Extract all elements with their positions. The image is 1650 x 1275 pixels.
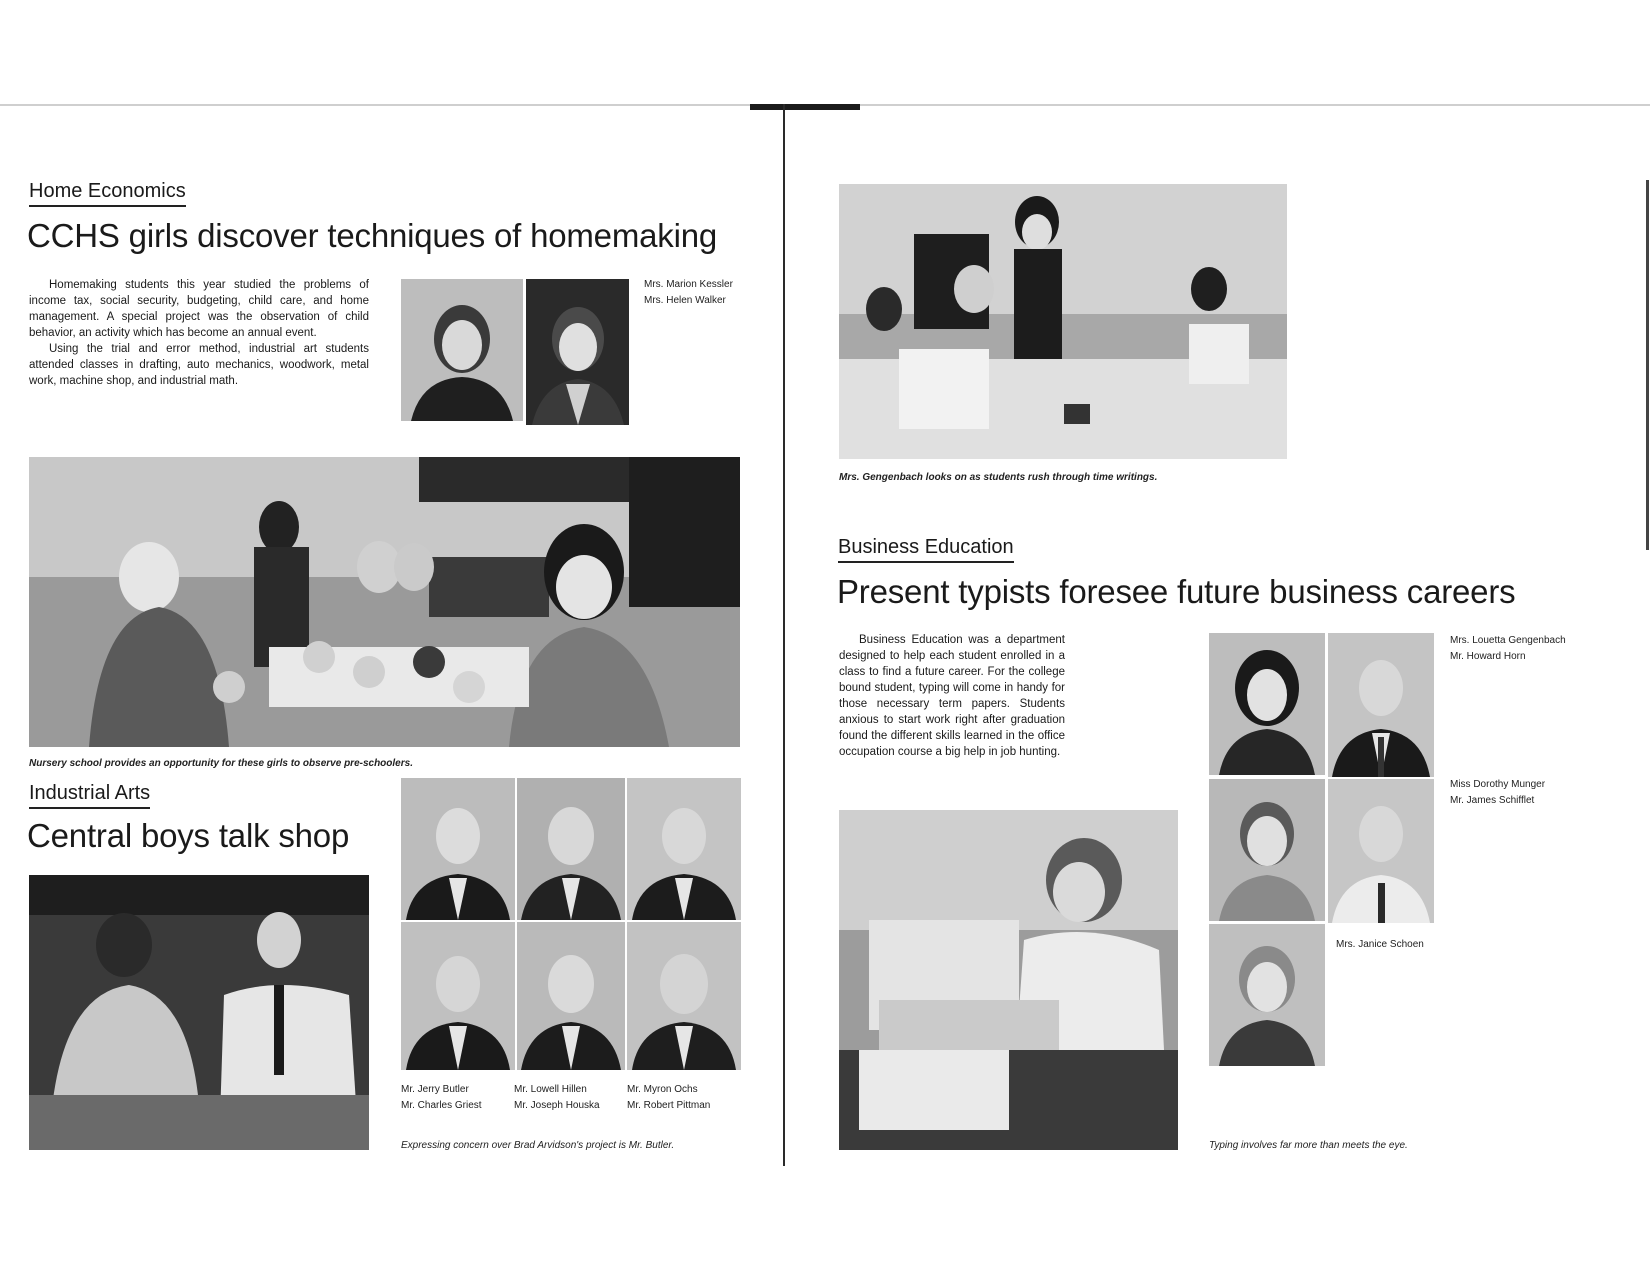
nursery-school-photo [29,457,740,747]
teacher-name: Mrs. Helen Walker [644,295,726,306]
binding-shadow [750,104,860,110]
portrait-photo [627,778,741,920]
portrait-photo [526,279,629,425]
teacher-name: Miss Dorothy Munger [1450,779,1546,790]
typing-class-caption: Mrs. Gengenbach looks on as students rush through time writings. [839,472,1158,483]
industrial-arts-names-col-1 [401,1082,482,1114]
page-spine [783,104,785,1166]
portrait-photo [1328,779,1434,923]
teacher-name: Mrs. Louetta Gengenbach [1450,635,1566,646]
typing-student-photo [839,810,1178,1150]
portrait-photo [1209,779,1325,921]
industrial-arts-names-col-2 [514,1082,600,1114]
portrait-photo [401,922,515,1070]
paragraph: Using the trial and error method, industrial art students attended classes in drafting, auto mechanics, woodwork, metal work, machine shop, and industrial math. [29,343,369,387]
portrait-photo [401,778,515,920]
headline-business-education: Present typists foresee future business careers [837,573,1516,610]
portrait-photo [401,279,523,421]
nursery-photo-caption: Nursery school provides an opportunity for these girls to observe pre-schoolers. [29,758,413,769]
business-education-body [839,632,1065,760]
teacher-name: Mr. James Schifflet [1450,795,1535,806]
headline-industrial-arts: Central boys talk shop [27,817,350,854]
teacher-name: Mr. Myron Ochs [627,1084,698,1095]
industrial-arts-names-col-3 [627,1082,710,1114]
paragraph: Business Education was a department designed to help each student enrolled in a class to find a future career. For the college bound student, typing will come in handy for those necessary term papers. Students anxious to start work right after graduation found the different skills learned in the office occupation course a big help in job hunting. [839,634,1065,758]
teacher-name: Mr. Lowell Hillen [514,1084,587,1095]
portrait-photo [1209,924,1325,1066]
section-label-home-economics: Home Economics [29,180,186,207]
teacher-name: Mrs. Janice Schoen [1336,939,1424,950]
teacher-name: Mr. Howard Horn [1450,651,1526,662]
home-economics-body [29,277,369,389]
teacher-name: Mr. Jerry Butler [401,1084,469,1095]
teacher-name: Mr. Charles Griest [401,1100,482,1111]
portrait-photo [627,922,741,1070]
teacher-name: Mr. Robert Pittman [627,1100,711,1111]
business-teacher-names-1 [1450,633,1566,665]
business-teacher-names-3 [1336,937,1424,953]
shop-photo-caption: Expressing concern over Brad Arvidson's project is Mr. Butler. [401,1140,675,1151]
business-teacher-names-2 [1450,777,1545,809]
home-economics-teacher-names [644,277,733,309]
portrait-photo [517,778,625,920]
industrial-arts-portraits [401,778,741,1070]
typing-student-caption: Typing involves far more than meets the eye. [1209,1140,1408,1151]
headline-home-economics: CCHS girls discover techniques of homemaking [27,217,718,254]
teacher-name: Mrs. Marion Kessler [644,279,733,290]
section-label-industrial-arts: Industrial Arts [29,782,150,809]
paragraph: Homemaking students this year studied the problems of income tax, social security, budgeting, child care, and home management. A special project was the observation of child behavior, an activity which has become an annual event. [29,279,369,339]
portrait-photo [1328,633,1434,777]
page-edge-right [1646,180,1649,550]
teacher-name: Mr. Joseph Houska [514,1100,600,1111]
portrait-photo [517,922,625,1070]
portrait-photo [1209,633,1325,775]
typing-class-photo [839,184,1287,459]
shop-class-photo [29,875,369,1150]
section-label-business-education: Business Education [838,536,1014,563]
